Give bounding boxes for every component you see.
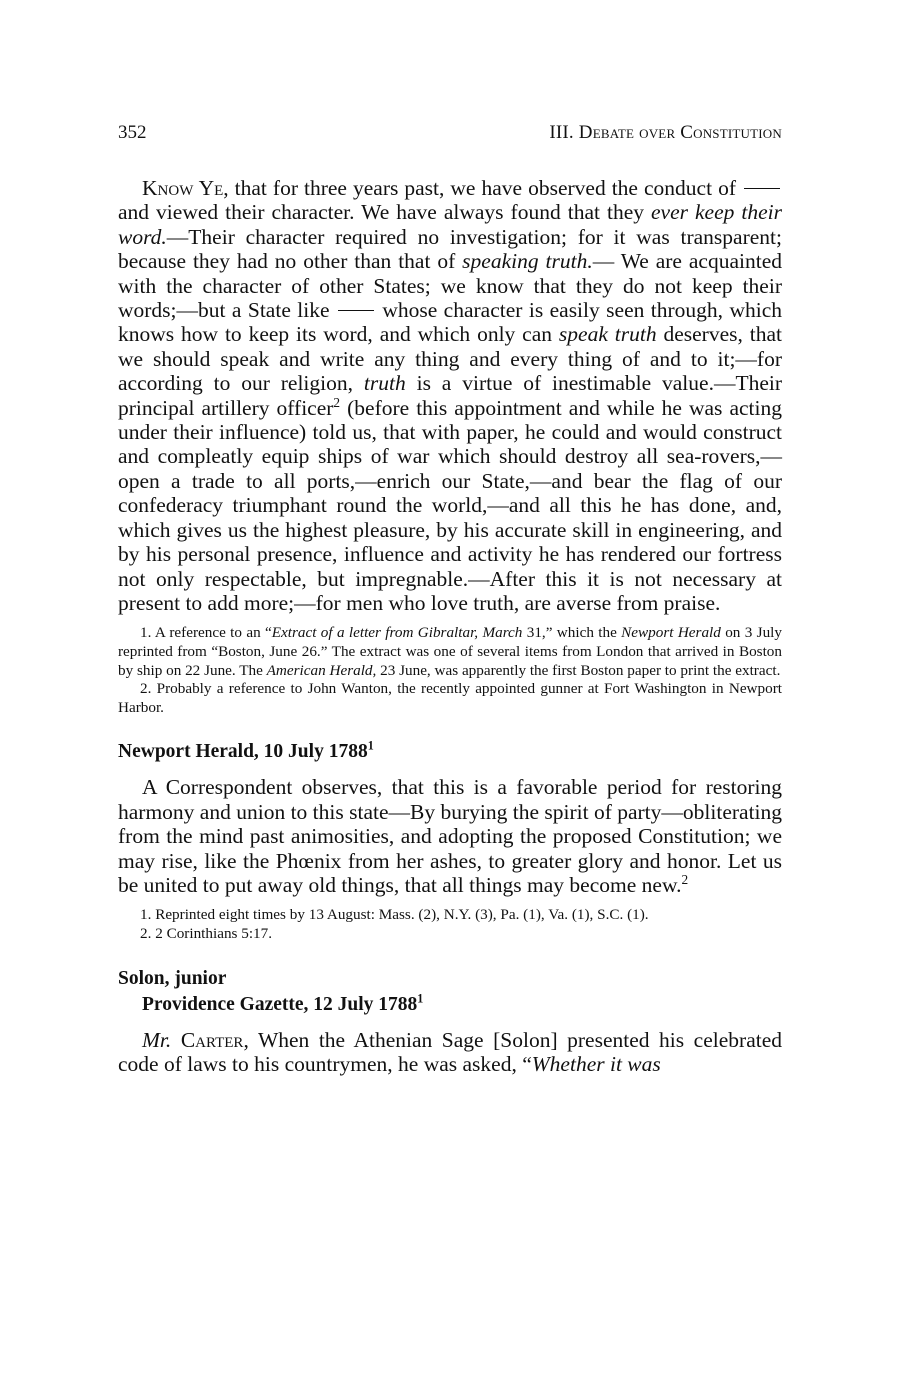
section-title: III. Debate over Constitution <box>549 122 782 143</box>
article-heading: Solon, junior <box>118 967 227 989</box>
footnote: 2. Probably a reference to John Wanton, the recently appointed gunner at Fort Washington in Newport Harbor. <box>118 680 782 716</box>
document-page <box>118 120 782 1076</box>
blank-dash <box>744 188 780 189</box>
footnote: 2. 2 Corinthians 5:17. <box>140 924 273 942</box>
blank-dash <box>338 310 374 311</box>
article-heading: Newport Herald, 10 July 1788$^1$ <box>118 738 374 763</box>
article-solon-text: Mr. Carter, When the Athenian Sage [Solon] presented his celebrated code of laws to his countrymen, he was asked, “Whether it was <box>118 1027 783 1076</box>
article-know-ye-text: Know Ye, that for three years past, we have observed the conduct of and viewed their character. We have always found that they ever keep their word.—Their character required no investigation; for it was transparent; because they had no other than that of speaking truth.— We are acquainted with the character of other States; we know that they do not keep their words;—but a State like whose character is easily seen through, which knows how to keep its word, and which only can speak truth deserves, that we should speak and write any thing and every thing of and to it;—for according to our religion, truth is a virtue of inestimable value.—Their principal artillery officer$^2$ (before this appointment and while he was acting under their influence) told us, that with paper, he could and would construct and compleatly equip ships of war which should destroy all sea-rovers,—open a trade to all ports,—enrich our State,—and bear the flag of our confederacy triumphant round the world,—and all this he has done, and, which gives us the highest pleasure, by his accurate skill in engineering, and by his personal presence, influence and activity he has rendered our fortress not only respectable, but impregnable.—After this it is not necessary at present to add more;—for men who love truth, are averse from praise. <box>118 176 782 615</box>
footnote: 1. Reprinted eight times by 13 August: Mass. (2), N.Y. (3), Pa. (1), Va. (1), S.C. (1). <box>140 906 649 924</box>
article-newport-text: A Correspondent observes, that this is a favorable period for restoring harmony and union to this state—By burying the spirit of party—obliterating from the mind past animosities, and adopting the proposed Constitution; we may rise, like the Phœnix from her ashes, to greater glory and honor. Let us be united to put away old things, that all things may become new.$^2$ <box>118 775 783 897</box>
article-subheading: Providence Gazette, 12 July 1788$^1$ <box>142 991 424 1015</box>
footnotes-know-ye <box>118 624 782 717</box>
page-number: 352 <box>118 122 147 143</box>
running-head <box>118 120 782 146</box>
footnotes-newport <box>118 906 782 943</box>
footnote: 1. A reference to an “Extract of a letter from Gibraltar, March 31,” which the Newport Herald on 3 July reprinted from “Boston, June 26.” The extract was one of several items from London that arrived in Boston by ship on 22 June. The American Herald, 23 June, was apparently the first Boston paper to print the extract. <box>118 624 782 679</box>
